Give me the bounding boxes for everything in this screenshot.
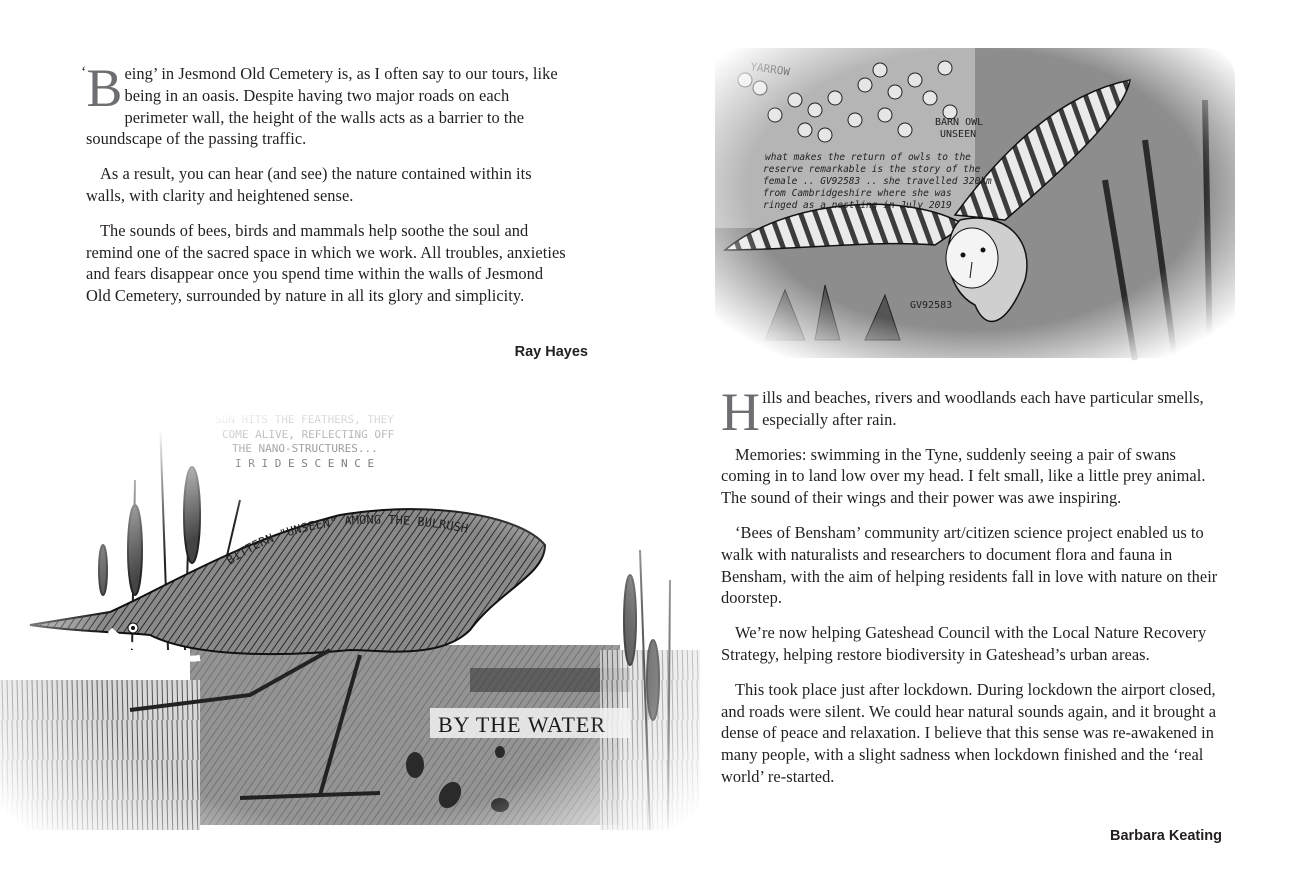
left-article-paragraph-1: ‘ B eing’ in Jesmond Old Cemetery is, as I often say to our tours, like being in an oasis. Despite having two major roads on each perimeter wall, the height of the walls acts as a barrier to the soundscape of the passing traffic. — [81, 58, 558, 149]
opening-quote: ‘ — [81, 64, 87, 81]
right-article-paragraph-3: ‘Bees of Bensham’ community art/citizen science project enabled us to walk with naturalists and researchers to document flora and fauna in Bensham, with the aim of helping residents fall in love with nature on their doorstep. — [721, 522, 1218, 608]
right-article-paragraph-1: Hills and beaches, rivers and woodlands each have particular smells, especially after rain. — [721, 382, 1204, 442]
barn-owl-illustration — [705, 40, 1245, 372]
right-article-paragraph-2: Memories: swimming in the Tyne, suddenly seeing a pair of swans coming in to land low over my head. I felt small, like a little prey animal. The sound of their wings and their power was awe inspiring. — [721, 444, 1206, 508]
drop-cap-b: B — [86, 58, 123, 118]
barn-owl-drawing — [705, 40, 1245, 372]
author-barbara-keating: Barbara Keating — [1109, 828, 1222, 844]
author-ray-hayes: Ray Hayes — [514, 344, 588, 360]
left-article-paragraph-2: As a result, you can hear (and see) the nature contained within its walls, with clarity and heightened sense. — [86, 164, 532, 205]
left-article-paragraph-3: The sounds of bees, birds and mammals help soothe the soul and remind one of the sacred space in which we work. All troubles, anxieties and fears disappear once you spend time within the walls of Jesmond Old Cemetery, surrounded by nature in all its glory and simplicity. — [86, 220, 566, 306]
right-article-paragraph-4: We’re now helping Gateshead Council with the Local Nature Recovery Strategy, helping restore biodiversity in Gateshead’s urban areas. — [721, 623, 1207, 664]
bittern-drawing — [0, 400, 700, 840]
left-article — [81, 58, 566, 320]
drop-cap-h: H — [721, 382, 761, 442]
right-article-paragraph-5: This took place just after lockdown. During lockdown the airport closed, and roads were silent. We could hear natural sounds again, and it brought a dense of peace and relaxation. I believe that this sense was re-awakened in many people, with a slight sadness when lockdown finished and the ‘real world’ re-started. — [721, 679, 1217, 786]
bittern-illustration — [0, 400, 700, 840]
right-article — [721, 382, 1221, 801]
